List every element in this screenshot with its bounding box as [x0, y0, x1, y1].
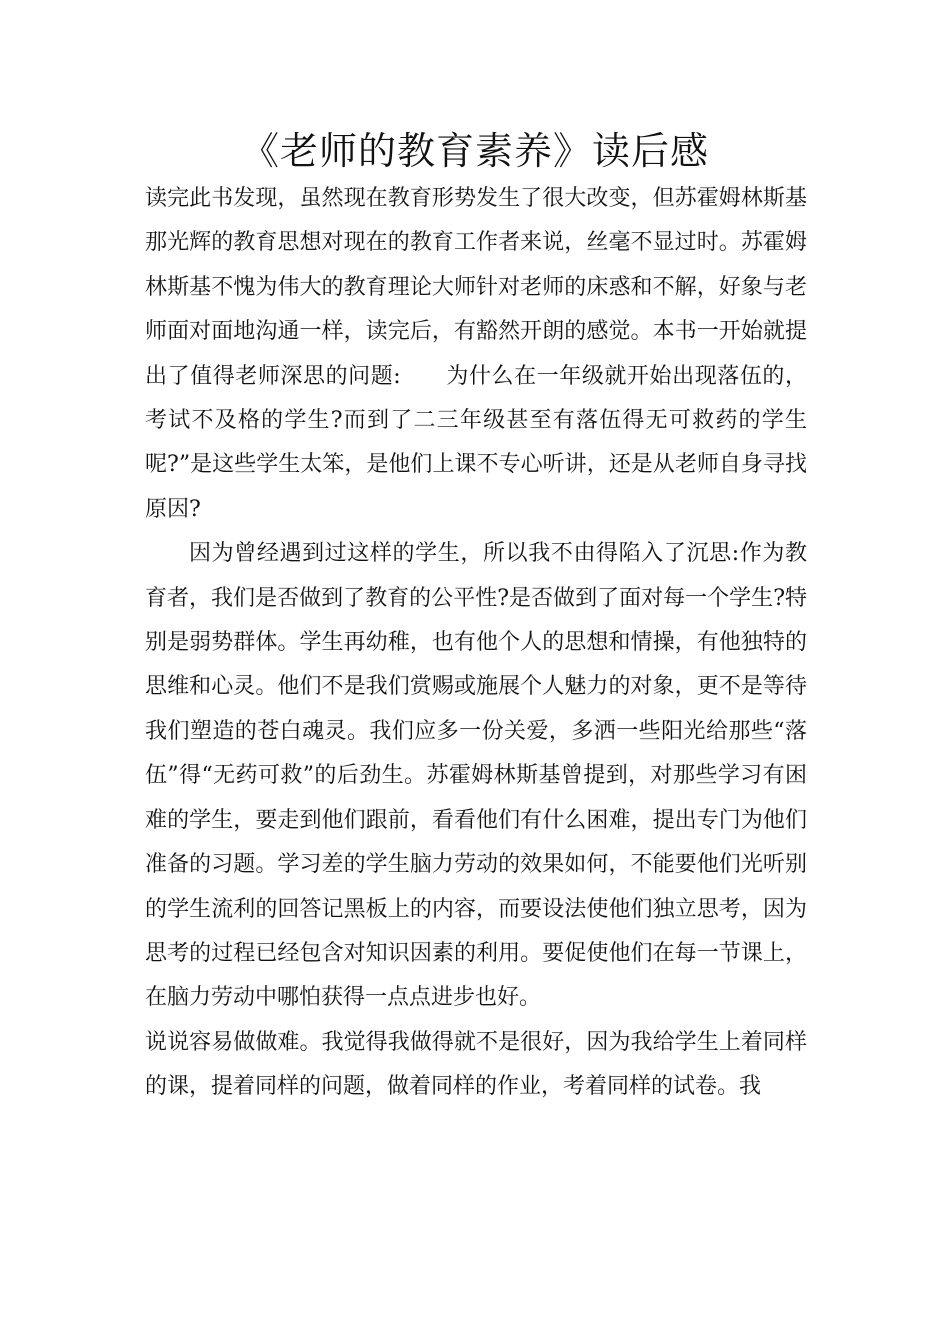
paragraph-1: 读完此书发现，虽然现在教育形势发生了很大改变，但苏霍姆林斯基那光辉的教育思想对现在的教育工作者来说，丝毫不显过时。苏霍姆林斯基不愧为伟大的教育理论大师针对老师的床惑和不解，好象与老师面对面地沟通一样，读完后，有豁然开朗的感觉。本书一开始就提出了值得老师深思的问题: 为什么在一年级就开始出现落伍的，考试不及格的学生?而到了二三年级甚至有落伍得无可救药的学生呢?”是这些学生太笨，是他们上课不专心听讲，还是从老师自身寻找原因? — [145, 186, 807, 522]
document-title: 《老师的教育素养》读后感 — [240, 129, 709, 173]
paragraph-3: 说说容易做做难。我觉得我做得就不是很好，因为我给学生上着同样的课，提着同样的问题，做着同样的作业，考着同样的试卷。我 — [145, 1029, 807, 1100]
document-body — [145, 177, 807, 1110]
paragraph-2: 因为曾经遇到过这样的学生，所以我不由得陷入了沉思:作为教育者，我们是否做到了教育的公平性?是否做到了面对每一个学生?特别是弱势群体。学生再幼稚，也有他个人的思想和情操，有他独特的思维和心灵。他们不是我们赏赐或施展个人魅力的对象，更不是等待我们塑造的苍白魂灵。我们应多一份关爱，多洒一些阳光给那些“落伍”得“无药可救”的后劲生。苏霍姆林斯基曾提到，对那些学习有困难的学生，要走到他们跟前，看看他们有什么困难，提出专门为他们准备的习题。学习差的学生脑力劳动的效果如何，不能要他们光听别的学生流利的回答记黑板上的内容，而要设法使他们独立思考，因为思考的过程已经包含对知识因素的利用。要促使他们在每一节课上，在脑力劳动中哪怕获得一点点进步也好。 — [145, 541, 807, 1011]
